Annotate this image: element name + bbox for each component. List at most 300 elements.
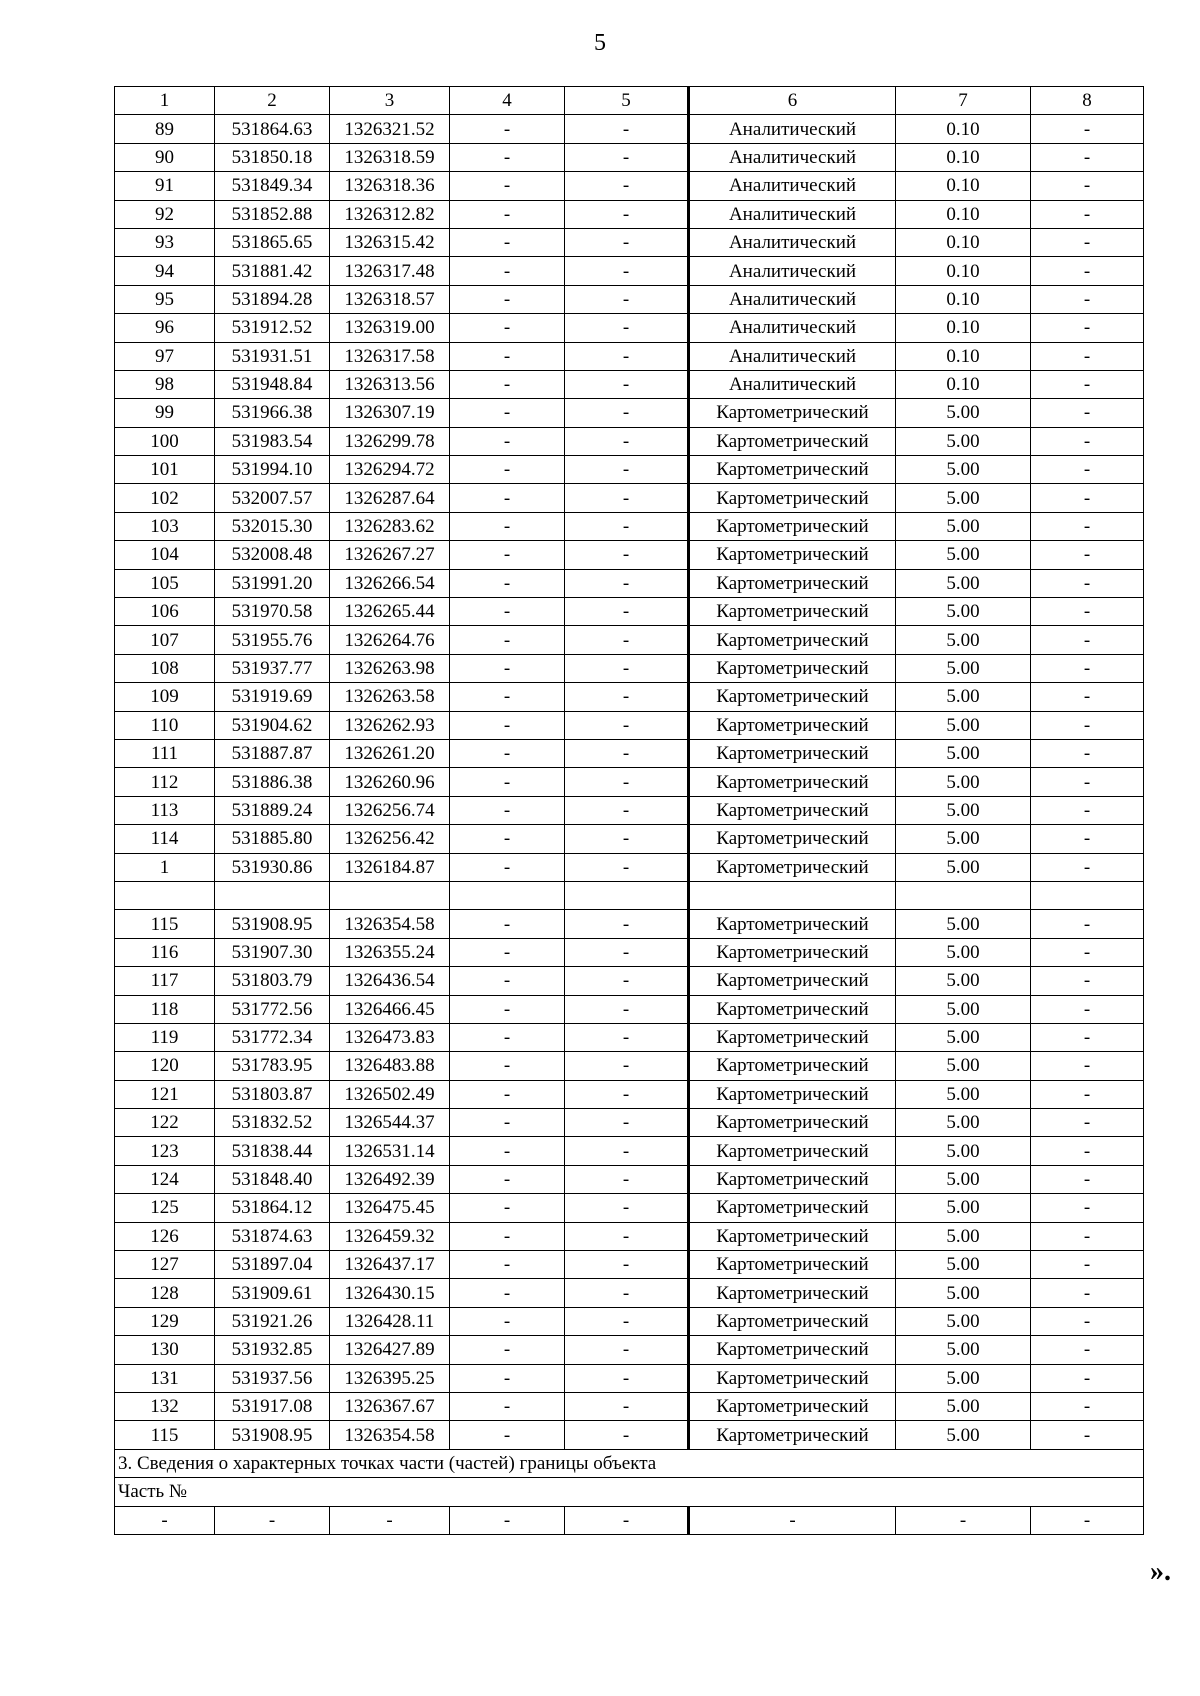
table-cell: 1326459.32 bbox=[330, 1222, 450, 1250]
table-cell: - bbox=[450, 598, 565, 626]
table-cell: 531970.58 bbox=[215, 598, 330, 626]
table-cell: 531897.04 bbox=[215, 1251, 330, 1279]
table-cell: 531932.85 bbox=[215, 1336, 330, 1364]
table-cell: 1326264.76 bbox=[330, 626, 450, 654]
table-row bbox=[115, 739, 1144, 767]
table-cell: - bbox=[450, 200, 565, 228]
table-cell: - bbox=[450, 143, 565, 171]
table-row bbox=[115, 314, 1144, 342]
table-row bbox=[115, 143, 1144, 171]
table-cell: 126 bbox=[115, 1222, 215, 1250]
table-cell: - bbox=[1031, 228, 1144, 256]
table-row bbox=[115, 1336, 1144, 1364]
table-cell: 121 bbox=[115, 1080, 215, 1108]
table-cell: 531930.86 bbox=[215, 853, 330, 881]
table-cell: 531772.34 bbox=[215, 1023, 330, 1051]
table-row bbox=[115, 1194, 1144, 1222]
table-cell: 0.10 bbox=[896, 257, 1031, 285]
table-cell: 0.10 bbox=[896, 200, 1031, 228]
table-cell: 5.00 bbox=[896, 512, 1031, 540]
table-row bbox=[115, 1279, 1144, 1307]
table-cell: 109 bbox=[115, 683, 215, 711]
table-cell: 531955.76 bbox=[215, 626, 330, 654]
table-cell: 5.00 bbox=[896, 938, 1031, 966]
table-cell: 1326437.17 bbox=[330, 1251, 450, 1279]
table-cell: 531887.87 bbox=[215, 739, 330, 767]
table-cell: Картометрический bbox=[689, 484, 896, 512]
table-cell: - bbox=[1031, 1279, 1144, 1307]
table-cell: - bbox=[450, 1222, 565, 1250]
table-cell: 5.00 bbox=[896, 1392, 1031, 1420]
table-cell: 531848.40 bbox=[215, 1165, 330, 1193]
table-cell: 99 bbox=[115, 399, 215, 427]
table-cell: - bbox=[1031, 626, 1144, 654]
table-cell: Аналитический bbox=[689, 370, 896, 398]
table-cell: 531921.26 bbox=[215, 1307, 330, 1335]
table-cell: 5.00 bbox=[896, 1080, 1031, 1108]
table-row bbox=[115, 115, 1144, 143]
table-cell: 5.00 bbox=[896, 427, 1031, 455]
table-cell: Картометрический bbox=[689, 910, 896, 938]
table-cell: Картометрический bbox=[689, 569, 896, 597]
table-cell: 5.00 bbox=[896, 910, 1031, 938]
table-cell: - bbox=[1031, 285, 1144, 313]
table-cell: 5.00 bbox=[896, 1165, 1031, 1193]
table-cell: 5.00 bbox=[896, 1251, 1031, 1279]
table-cell: - bbox=[450, 1109, 565, 1137]
table-cell: - bbox=[1031, 1336, 1144, 1364]
table-cell: 92 bbox=[115, 200, 215, 228]
table-cell: 115 bbox=[115, 910, 215, 938]
table-cell: - bbox=[565, 683, 689, 711]
table-cell: 6 bbox=[689, 87, 896, 115]
table-cell: 0.10 bbox=[896, 370, 1031, 398]
table-cell: - bbox=[565, 285, 689, 313]
table-cell: 118 bbox=[115, 995, 215, 1023]
table-cell: - bbox=[1031, 1307, 1144, 1335]
table-cell: 1326265.44 bbox=[330, 598, 450, 626]
table-cell: 531885.80 bbox=[215, 825, 330, 853]
table-cell: - bbox=[565, 1165, 689, 1193]
table-cell: 130 bbox=[115, 1336, 215, 1364]
empty-cell bbox=[450, 881, 565, 909]
table-row bbox=[115, 484, 1144, 512]
table-cell: 1326315.42 bbox=[330, 228, 450, 256]
table-cell: 1326263.98 bbox=[330, 654, 450, 682]
table-cell: - bbox=[450, 1080, 565, 1108]
table-cell: Картометрический bbox=[689, 825, 896, 853]
table-cell: 1326266.54 bbox=[330, 569, 450, 597]
table-cell: 5.00 bbox=[896, 1194, 1031, 1222]
table-cell: - bbox=[565, 1109, 689, 1137]
table-cell: - bbox=[565, 1506, 689, 1534]
table-cell: - bbox=[450, 1364, 565, 1392]
table-cell: Картометрический bbox=[689, 1023, 896, 1051]
table-cell: - bbox=[450, 853, 565, 881]
table-cell: - bbox=[450, 683, 565, 711]
table-cell: - bbox=[450, 910, 565, 938]
table-cell: 102 bbox=[115, 484, 215, 512]
table-cell: - bbox=[565, 1137, 689, 1165]
table-cell: - bbox=[565, 853, 689, 881]
table-cell: 95 bbox=[115, 285, 215, 313]
table-cell: 112 bbox=[115, 768, 215, 796]
table-cell: 1326395.25 bbox=[330, 1364, 450, 1392]
table-cell: - bbox=[565, 1336, 689, 1364]
table-cell: - bbox=[1031, 1506, 1144, 1534]
table-cell: - bbox=[450, 285, 565, 313]
table-cell: 531912.52 bbox=[215, 314, 330, 342]
table-cell: - bbox=[1031, 172, 1144, 200]
table-cell: 531919.69 bbox=[215, 683, 330, 711]
section3-title-row bbox=[115, 1449, 1144, 1477]
table-cell: 5.00 bbox=[896, 569, 1031, 597]
table-cell: - bbox=[565, 541, 689, 569]
table-cell: 5.00 bbox=[896, 1052, 1031, 1080]
table-cell: 1326263.58 bbox=[330, 683, 450, 711]
table-cell: 531966.38 bbox=[215, 399, 330, 427]
table-row bbox=[115, 654, 1144, 682]
table-row bbox=[115, 569, 1144, 597]
table-cell: - bbox=[1031, 654, 1144, 682]
empty-cell bbox=[565, 881, 689, 909]
table-cell: - bbox=[565, 711, 689, 739]
table-cell: Картометрический bbox=[689, 1336, 896, 1364]
table-cell: 5.00 bbox=[896, 1364, 1031, 1392]
table-cell: 5.00 bbox=[896, 654, 1031, 682]
table-cell: 1326299.78 bbox=[330, 427, 450, 455]
table-cell: Картометрический bbox=[689, 1109, 896, 1137]
table-cell: - bbox=[1031, 967, 1144, 995]
table-cell: 5.00 bbox=[896, 1279, 1031, 1307]
table-cell: 5.00 bbox=[896, 796, 1031, 824]
table-cell: Аналитический bbox=[689, 257, 896, 285]
table-cell: - bbox=[450, 541, 565, 569]
table-cell: - bbox=[450, 172, 565, 200]
table-row bbox=[115, 427, 1144, 455]
table-cell: 5.00 bbox=[896, 598, 1031, 626]
table-cell: 0.10 bbox=[896, 314, 1031, 342]
table-row bbox=[115, 796, 1144, 824]
table-cell: - bbox=[450, 456, 565, 484]
table-cell: - bbox=[565, 456, 689, 484]
table-cell: 123 bbox=[115, 1137, 215, 1165]
table-cell: 1326483.88 bbox=[330, 1052, 450, 1080]
table-cell: 5.00 bbox=[896, 825, 1031, 853]
table-cell: - bbox=[1031, 683, 1144, 711]
table-cell: Картометрический bbox=[689, 1165, 896, 1193]
table-cell: 1326355.24 bbox=[330, 938, 450, 966]
table-row bbox=[115, 1222, 1144, 1250]
table-cell: 531849.34 bbox=[215, 172, 330, 200]
table-cell: - bbox=[565, 626, 689, 654]
table-cell: 531864.63 bbox=[215, 115, 330, 143]
table-cell: 1326475.45 bbox=[330, 1194, 450, 1222]
table-cell: - bbox=[450, 654, 565, 682]
table-cell: 90 bbox=[115, 143, 215, 171]
table-cell: 1326260.96 bbox=[330, 768, 450, 796]
table-cell: 1326367.67 bbox=[330, 1392, 450, 1420]
part-label: Часть № bbox=[115, 1478, 1144, 1506]
table-cell: - bbox=[1031, 825, 1144, 853]
table-cell: 4 bbox=[450, 87, 565, 115]
table-cell: - bbox=[1031, 200, 1144, 228]
table-cell: 531991.20 bbox=[215, 569, 330, 597]
table-row bbox=[115, 541, 1144, 569]
table-cell: - bbox=[1031, 995, 1144, 1023]
table-cell: 1326287.64 bbox=[330, 484, 450, 512]
table-cell: - bbox=[1031, 910, 1144, 938]
table-row bbox=[115, 399, 1144, 427]
empty-cell bbox=[215, 881, 330, 909]
table-cell: 5.00 bbox=[896, 1307, 1031, 1335]
table-cell: 1326307.19 bbox=[330, 399, 450, 427]
table-cell: Картометрический bbox=[689, 1364, 896, 1392]
table-cell: - bbox=[450, 569, 565, 597]
table-cell: - bbox=[1031, 1364, 1144, 1392]
table-cell: - bbox=[450, 995, 565, 1023]
table-cell: - bbox=[1031, 314, 1144, 342]
table-row bbox=[115, 1052, 1144, 1080]
table-row bbox=[115, 1080, 1144, 1108]
table-cell: - bbox=[1031, 938, 1144, 966]
table-cell: 1326256.74 bbox=[330, 796, 450, 824]
table-cell: 3 bbox=[330, 87, 450, 115]
table-row bbox=[115, 172, 1144, 200]
table-row bbox=[115, 285, 1144, 313]
table-cell: 1326544.37 bbox=[330, 1109, 450, 1137]
table-cell: 5.00 bbox=[896, 626, 1031, 654]
table-cell: 1326321.52 bbox=[330, 115, 450, 143]
table-cell: 0.10 bbox=[896, 115, 1031, 143]
table-body bbox=[115, 87, 1144, 1535]
table-cell: 97 bbox=[115, 342, 215, 370]
table-cell: - bbox=[565, 314, 689, 342]
table-cell: - bbox=[450, 1392, 565, 1420]
table-cell: - bbox=[450, 399, 565, 427]
table-cell: - bbox=[450, 1165, 565, 1193]
table-cell: 1326317.48 bbox=[330, 257, 450, 285]
table-cell: Картометрический bbox=[689, 967, 896, 995]
table-row bbox=[115, 228, 1144, 256]
table-row bbox=[115, 598, 1144, 626]
table-cell: 1326184.87 bbox=[330, 853, 450, 881]
table-cell: 94 bbox=[115, 257, 215, 285]
table-cell: 5.00 bbox=[896, 484, 1031, 512]
table-cell: - bbox=[450, 938, 565, 966]
table-cell: - bbox=[565, 825, 689, 853]
table-cell: - bbox=[450, 1251, 565, 1279]
table-cell: 1326317.58 bbox=[330, 342, 450, 370]
table-cell: - bbox=[450, 342, 565, 370]
table-cell: 531865.65 bbox=[215, 228, 330, 256]
table-cell: Картометрический bbox=[689, 1052, 896, 1080]
table-cell: Аналитический bbox=[689, 342, 896, 370]
table-cell: 1326436.54 bbox=[330, 967, 450, 995]
table-cell: 1326319.00 bbox=[330, 314, 450, 342]
table-row bbox=[115, 1364, 1144, 1392]
table-cell: - bbox=[450, 1279, 565, 1307]
table-cell: - bbox=[115, 1506, 215, 1534]
table-cell: - bbox=[450, 115, 565, 143]
table-cell: 122 bbox=[115, 1109, 215, 1137]
table-cell: 113 bbox=[115, 796, 215, 824]
table-cell: 531850.18 bbox=[215, 143, 330, 171]
table-cell: - bbox=[565, 768, 689, 796]
table-cell: - bbox=[1031, 1080, 1144, 1108]
table-cell: - bbox=[450, 739, 565, 767]
table-cell: 532007.57 bbox=[215, 484, 330, 512]
table-cell: Картометрический bbox=[689, 938, 896, 966]
table-cell: 5.00 bbox=[896, 1137, 1031, 1165]
table-cell: - bbox=[565, 569, 689, 597]
table-cell: - bbox=[565, 1251, 689, 1279]
table-cell: - bbox=[565, 1279, 689, 1307]
table-cell: - bbox=[565, 1392, 689, 1420]
table-cell: 8 bbox=[1031, 87, 1144, 115]
table-cell: - bbox=[565, 172, 689, 200]
table-cell: Картометрический bbox=[689, 456, 896, 484]
table-cell: 531931.51 bbox=[215, 342, 330, 370]
table-cell: Аналитический bbox=[689, 285, 896, 313]
table-cell: 91 bbox=[115, 172, 215, 200]
table-cell: 531772.56 bbox=[215, 995, 330, 1023]
table-cell: 125 bbox=[115, 1194, 215, 1222]
boundary-points-table bbox=[114, 86, 1144, 1535]
table-cell: 531889.24 bbox=[215, 796, 330, 824]
table-cell: 5 bbox=[565, 87, 689, 115]
table-cell: 128 bbox=[115, 1279, 215, 1307]
part-label-row bbox=[115, 1478, 1144, 1506]
table-cell: - bbox=[1031, 853, 1144, 881]
table-cell: - bbox=[1031, 569, 1144, 597]
table-row bbox=[115, 1023, 1144, 1051]
table-cell: 5.00 bbox=[896, 853, 1031, 881]
table-cell: 531994.10 bbox=[215, 456, 330, 484]
table-cell: 531904.62 bbox=[215, 711, 330, 739]
table-cell: 124 bbox=[115, 1165, 215, 1193]
table-cell: - bbox=[565, 427, 689, 455]
table-row bbox=[115, 1307, 1144, 1335]
table-cell: - bbox=[565, 512, 689, 540]
table-cell: 0.10 bbox=[896, 342, 1031, 370]
table-cell: Аналитический bbox=[689, 314, 896, 342]
table-cell: - bbox=[450, 825, 565, 853]
table-cell: 0.10 bbox=[896, 143, 1031, 171]
empty-cell bbox=[896, 881, 1031, 909]
table-row bbox=[115, 1421, 1144, 1449]
table-cell: 132 bbox=[115, 1392, 215, 1420]
table-cell: - bbox=[450, 626, 565, 654]
table-cell: 1326427.89 bbox=[330, 1336, 450, 1364]
table-cell: 531832.52 bbox=[215, 1109, 330, 1137]
table-cell: - bbox=[1031, 1194, 1144, 1222]
table-cell: - bbox=[1031, 1392, 1144, 1420]
table-cell: 98 bbox=[115, 370, 215, 398]
table-cell: Аналитический bbox=[689, 172, 896, 200]
table-cell: 5.00 bbox=[896, 1336, 1031, 1364]
table-cell: Картометрический bbox=[689, 1080, 896, 1108]
table-cell: - bbox=[565, 228, 689, 256]
table-cell: - bbox=[1031, 484, 1144, 512]
table-cell: 1326430.15 bbox=[330, 1279, 450, 1307]
table-cell: - bbox=[1031, 768, 1144, 796]
table-cell: - bbox=[450, 370, 565, 398]
table-cell: - bbox=[450, 768, 565, 796]
table-cell: 108 bbox=[115, 654, 215, 682]
table-cell: Картометрический bbox=[689, 512, 896, 540]
table-cell: 1326473.83 bbox=[330, 1023, 450, 1051]
table-row bbox=[115, 257, 1144, 285]
table-cell: 1326318.36 bbox=[330, 172, 450, 200]
table-cell: 531864.12 bbox=[215, 1194, 330, 1222]
table-cell: - bbox=[1031, 342, 1144, 370]
table-cell: 1326531.14 bbox=[330, 1137, 450, 1165]
table-row bbox=[115, 626, 1144, 654]
table-cell: 5.00 bbox=[896, 399, 1031, 427]
table-cell: Картометрический bbox=[689, 739, 896, 767]
table-cell: 0.10 bbox=[896, 285, 1031, 313]
table-cell: 5.00 bbox=[896, 1421, 1031, 1449]
table-cell: 1 bbox=[115, 87, 215, 115]
table-cell: 531908.95 bbox=[215, 1421, 330, 1449]
table-cell: Картометрический bbox=[689, 995, 896, 1023]
table-cell: - bbox=[215, 1506, 330, 1534]
table-cell: 1326354.58 bbox=[330, 910, 450, 938]
table-cell: 5.00 bbox=[896, 1222, 1031, 1250]
table-cell: - bbox=[1031, 1222, 1144, 1250]
table-cell: 107 bbox=[115, 626, 215, 654]
part-values-row bbox=[115, 1506, 1144, 1534]
table-cell: 531894.28 bbox=[215, 285, 330, 313]
table-row bbox=[115, 967, 1144, 995]
table-cell: - bbox=[1031, 1421, 1144, 1449]
table-cell: - bbox=[565, 342, 689, 370]
table-cell: 532015.30 bbox=[215, 512, 330, 540]
table-cell: - bbox=[565, 484, 689, 512]
table-cell: - bbox=[1031, 1137, 1144, 1165]
table-cell: - bbox=[450, 1336, 565, 1364]
table-cell: 531983.54 bbox=[215, 427, 330, 455]
table-cell: 1326261.20 bbox=[330, 739, 450, 767]
table-cell: - bbox=[565, 967, 689, 995]
table-cell: - bbox=[1031, 143, 1144, 171]
table-cell: 117 bbox=[115, 967, 215, 995]
table-cell: Картометрический bbox=[689, 1421, 896, 1449]
table-row bbox=[115, 1109, 1144, 1137]
table-cell: 1326283.62 bbox=[330, 512, 450, 540]
table-cell: 531948.84 bbox=[215, 370, 330, 398]
table-cell: Картометрический bbox=[689, 541, 896, 569]
table-cell: 531886.38 bbox=[215, 768, 330, 796]
table-cell: - bbox=[565, 115, 689, 143]
table-cell: - bbox=[450, 1137, 565, 1165]
table-cell: 89 bbox=[115, 115, 215, 143]
table-cell: 1326492.39 bbox=[330, 1165, 450, 1193]
table-cell: - bbox=[1031, 370, 1144, 398]
table-row bbox=[115, 200, 1144, 228]
table-cell: 114 bbox=[115, 825, 215, 853]
table-cell: 104 bbox=[115, 541, 215, 569]
table-cell: 5.00 bbox=[896, 1023, 1031, 1051]
table-cell: Картометрический bbox=[689, 427, 896, 455]
table-row bbox=[115, 711, 1144, 739]
table-cell: Картометрический bbox=[689, 1222, 896, 1250]
table-cell: - bbox=[565, 910, 689, 938]
table-cell: 1326313.56 bbox=[330, 370, 450, 398]
table-cell: - bbox=[450, 314, 565, 342]
table-cell: 531907.30 bbox=[215, 938, 330, 966]
